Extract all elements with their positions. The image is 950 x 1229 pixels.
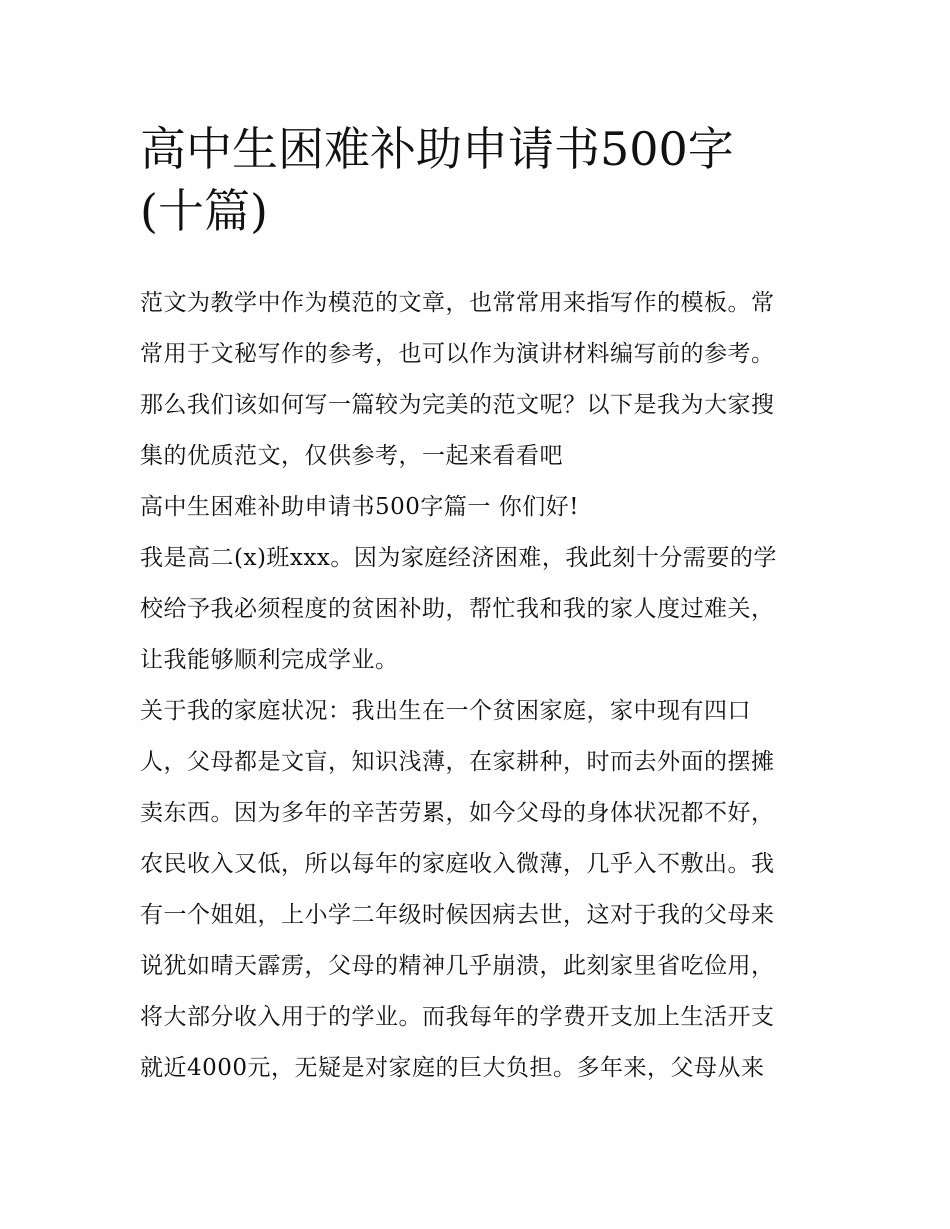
text-line: 将大部分收入用于的学业。而我每年的学费开支加上生活开支	[140, 1004, 775, 1030]
text-line: 就近4000元，无疑是对家庭的巨大负担。多年来，父母从来	[140, 1055, 765, 1081]
body-text	[140, 278, 820, 1094]
text-line: 范文为教学中作为模范的文章，也常常用来指写作的模板。常	[140, 290, 775, 316]
text-line: 高中生困难补助申请书500字篇一 你们好!	[140, 494, 579, 520]
title-line-2: (十篇)	[140, 184, 268, 238]
text-line: 集的优质范文，仅供参考，一起来看看吧	[140, 443, 563, 469]
text-line: 校给予我必须程度的贫困补助，帮忙我和我的家人度过难关，	[140, 596, 775, 622]
text-line: 那么我们该如何写一篇较为完美的范文呢？以下是我为大家搜	[140, 392, 775, 418]
text-line: 常用于文秘写作的参考，也可以作为演讲材料编写前的参考。	[140, 341, 775, 367]
text-line: 让我能够顺利完成学业。	[140, 647, 399, 673]
text-line: 人，父母都是文盲，知识浅薄，在家耕种，时而去外面的摆摊	[140, 749, 775, 775]
text-line: 有一个姐姐，上小学二年级时候因病去世，这对于我的父母来	[140, 902, 775, 928]
text-line: 卖东西。因为多年的辛苦劳累，如今父母的身体状况都不好，	[140, 800, 775, 826]
title-line-1: 高中生困难补助申请书500字	[140, 122, 734, 176]
text-line: 我是高二(x)班xxx。因为家庭经济困难，我此刻十分需要的学	[140, 545, 777, 571]
text-line: 农民收入又低，所以每年的家庭收入微薄，几乎入不敷出。我	[140, 851, 775, 877]
text-line: 说犹如晴天霹雳，父母的精神几乎崩溃，此刻家里省吃俭用，	[140, 953, 775, 979]
page-title	[140, 118, 820, 242]
text-line: 关于我的家庭状况：我出生在一个贫困家庭，家中现有四口	[140, 698, 751, 724]
